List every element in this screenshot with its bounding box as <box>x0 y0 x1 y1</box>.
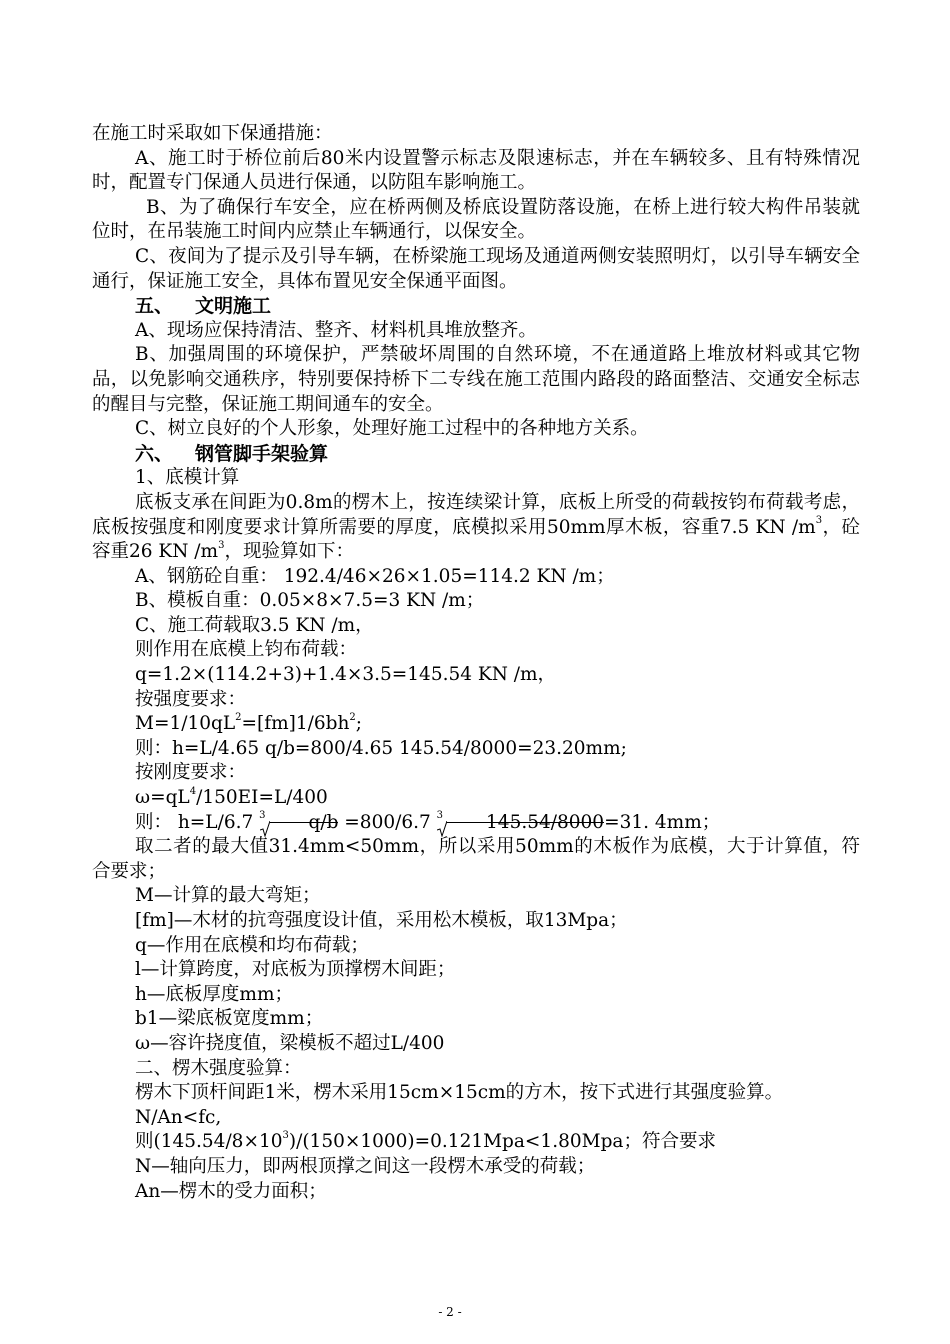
definition-N: N—轴向压力，即两根顶撑之间这一段楞木承受的荷载； <box>135 1155 596 1177</box>
superscript: 3 <box>282 1130 289 1142</box>
line-load-b: B、模板自重：0.05×8×7.5=3 KN /m； <box>135 590 485 612</box>
text-run: 则： h=L/6.7 <box>135 811 260 833</box>
paragraph-conclusion: 取二者的最大值31.4mm<50mm，所以采用50mm的木板作为底模，大于计算值，符合要求； <box>92 836 860 882</box>
definition-h: h—底板厚度mm； <box>135 983 294 1005</box>
text-run: =800/6.7 <box>338 811 437 833</box>
subsection-joist-strength: 二、楞木强度验算： <box>135 1057 302 1079</box>
definition-l: l—计算跨度，对底板为顶撑楞木间距； <box>135 959 456 981</box>
formula-thickness-stiffness <box>92 811 860 836</box>
superscript: 3 <box>218 539 225 551</box>
radical-bar <box>270 822 339 823</box>
definition-omega: ω—容许挠度值，梁模板不超过L/400 <box>135 1032 445 1054</box>
section-5-title: 文明施工 <box>195 295 272 318</box>
text-run: ，砼容重26 KN /m <box>92 516 860 563</box>
text-run: ; <box>355 713 362 735</box>
text-run: 则(145.54/8×10 <box>135 1131 283 1153</box>
page-number: - 2 - <box>438 1305 462 1319</box>
radical-sign-icon <box>437 821 447 837</box>
section-6-title: 钢管脚手架验算 <box>195 442 329 465</box>
text-run: =[fm]1/6bh <box>241 713 350 735</box>
text-run: /150EI=L/400 <box>196 787 328 809</box>
paragraph-measure-b: B、为了确保行车安全，应在桥两侧及桥底设置防落设施，在桥上进行较大构件吊装就位时，在吊装施工时间内应禁止车辆通行，以保安全。 <box>92 196 860 243</box>
paragraph-measure-a: A、施工时于桥位前后80米内设置警示标志及限速标志，并在车辆较多、且有特殊情况时，配置专门保通人员进行保通，以防阻车影响施工。 <box>92 147 860 194</box>
definition-q: q—作用在底模和均布荷载； <box>135 934 369 956</box>
line-stiffness-requirement: 按刚度要求： <box>135 762 247 784</box>
text-run: =31. 4mm； <box>604 811 721 833</box>
line-load-a: A、钢筋砼自重： 192.4/46×26×1.05=114.2 KN /m； <box>135 565 615 587</box>
cube-root-index: 3 <box>259 810 266 822</box>
paragraph-bottom-form <box>92 491 860 565</box>
definition-An: An—楞木的受力面积； <box>135 1180 327 1202</box>
formula-thickness-strength: 则：h=L/4.65 q/b=800/4.65 145.54/8000=23.20mm; <box>135 737 627 759</box>
text-run: 底板支承在间距为0.8m的楞木上，按连续梁计算，底板上所受的荷载按钧布荷载考虑，底板按强度和刚度要求计算所需要的厚度，底模拟采用50mm厚木板，容重7.5 KN /m <box>92 491 860 538</box>
superscript: 4 <box>189 785 197 797</box>
paragraph-civil-b: B、加强周围的环境保护，严禁破坏周围的自然环境，不在通道路上堆放材料或其它物品，以免影响交通秩序，特别要保持桥下二专线在施工范围内路段的路面整洁、交通安全标志的醒目与完整，保证施工期间通车的安全。 <box>92 344 860 415</box>
paragraph-civil-a: A、现场应保持清洁、整齐、材料机具堆放整齐。 <box>135 319 537 341</box>
section-6-number: 六、 <box>135 442 174 465</box>
section-5-number: 五、 <box>135 295 174 318</box>
section-heading-5 <box>92 294 860 319</box>
cube-root-index: 3 <box>436 810 444 822</box>
text-run: ，现验算如下： <box>224 541 354 563</box>
superscript: 2 <box>235 712 242 724</box>
text-run: ω=qL <box>135 787 190 809</box>
cube-root-radical <box>266 811 339 836</box>
definition-b1: b1—梁底板宽度mm； <box>135 1008 324 1030</box>
subsection-bottom-form: 1、底模计算 <box>135 467 240 489</box>
paragraph-intro: 在施工时采取如下保通措施： <box>92 123 333 144</box>
text-run: M=1/10qL <box>135 713 236 735</box>
definition-fm: [fm]—木材的抗弯强度设计值，采用松木模板，取13Mpa； <box>135 910 628 931</box>
superscript: 2 <box>349 712 356 724</box>
formula-moment <box>92 712 860 737</box>
formula-deflection <box>92 786 860 811</box>
section-heading-6 <box>92 442 860 467</box>
line-load-c: C、施工荷载取3.5 KN /m， <box>135 614 374 636</box>
formula-axial-calc <box>92 1130 860 1155</box>
radicand: q/b <box>308 811 339 833</box>
superscript: 3 <box>815 515 823 527</box>
line-distributed-load: 则作用在底模上钧布荷载： <box>135 639 358 661</box>
radical-sign-icon <box>260 821 270 837</box>
text-run: )/(150×1000)=0.121Mpa<1.80Mpa；符合要求 <box>288 1131 716 1153</box>
page-body <box>92 122 860 1204</box>
radical-bar <box>447 822 604 823</box>
formula-axial: N/An<fc, <box>135 1106 222 1128</box>
cube-root-radical <box>443 811 604 836</box>
line-strength-requirement: 按强度要求： <box>135 688 247 710</box>
paragraph-civil-c: C、树立良好的个人形象，处理好施工过程中的各种地方关系。 <box>135 418 649 440</box>
formula-q: q=1.2×(114.2+3)+1.4×3.5=145.54 KN /m， <box>135 664 557 686</box>
paragraph-measure-c: C、夜间为了提示及引导车辆，在桥梁施工现场及通道两侧安装照明灯，以引导车辆安全通行，保证施工安全，具体布置见安全保通平面图。 <box>92 245 860 292</box>
radicand: 145.54/8000 <box>486 811 605 833</box>
paragraph-joist: 楞木下顶杆间距1米，楞木采用15cm×15cm的方木，按下式进行其强度验算。 <box>135 1082 784 1104</box>
definition-M: M—计算的最大弯矩； <box>135 885 321 907</box>
